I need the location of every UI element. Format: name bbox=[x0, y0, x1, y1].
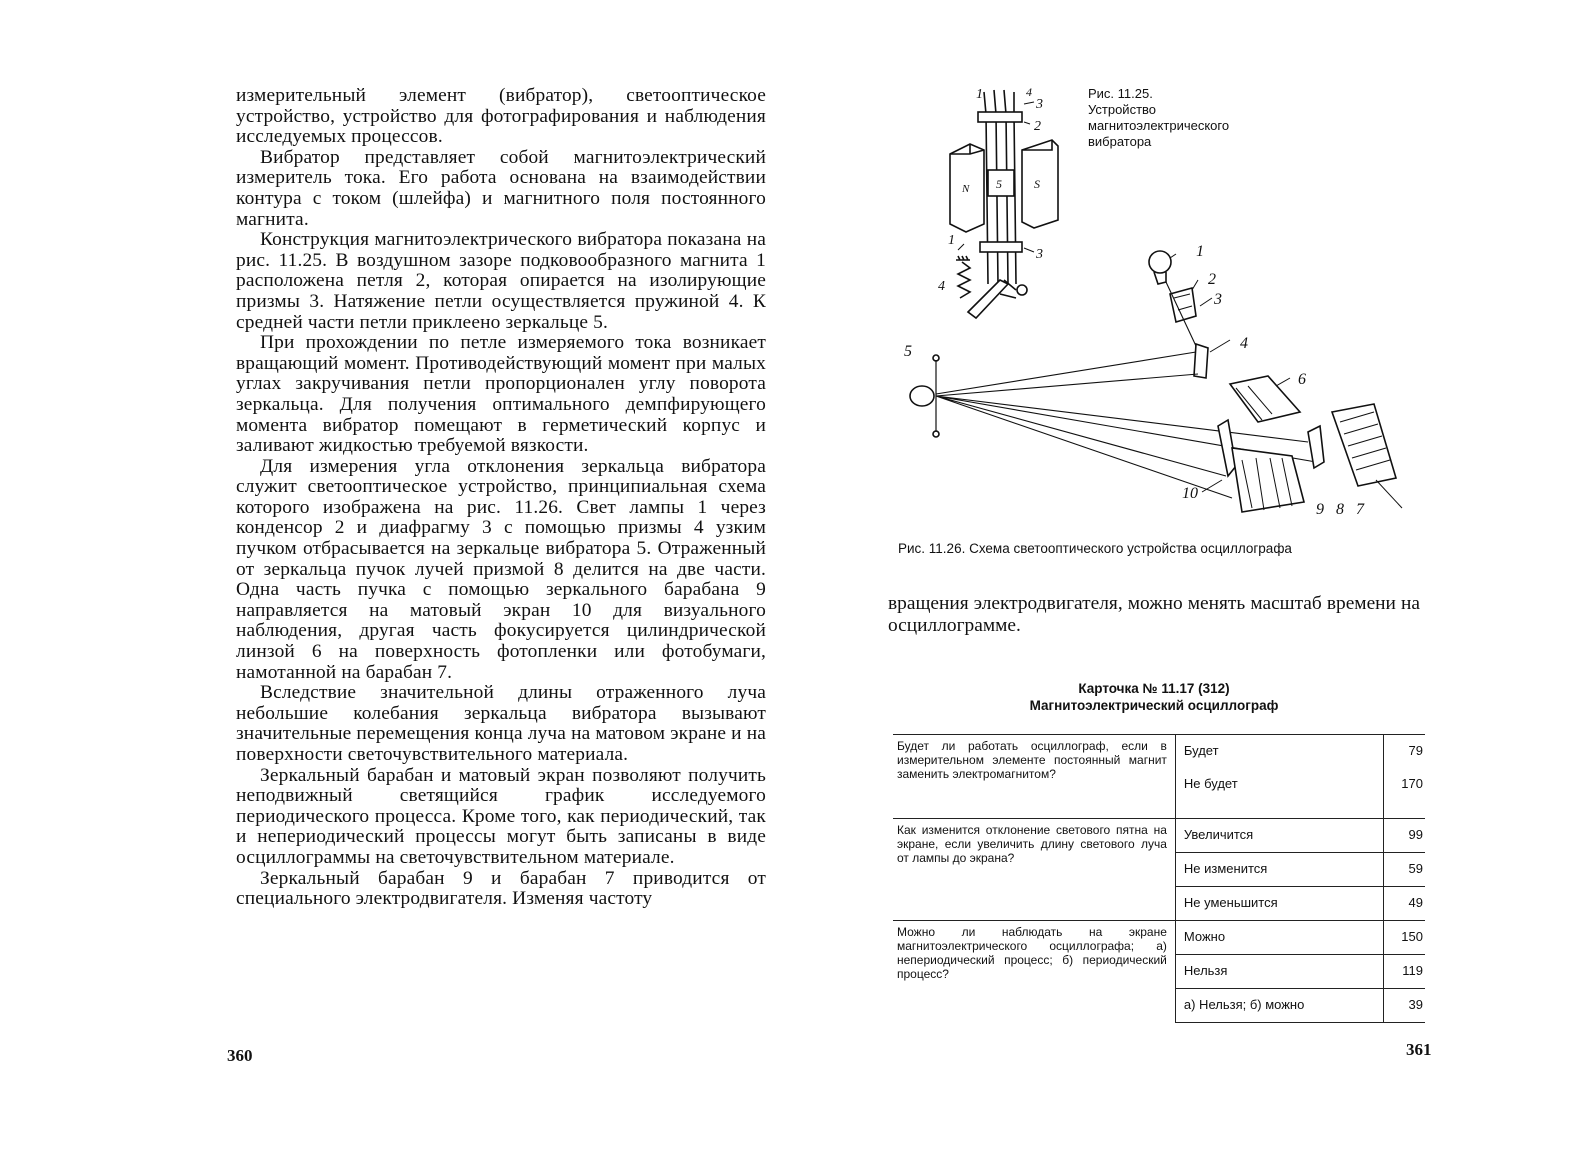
answer-cell[interactable]: Увеличится bbox=[1175, 819, 1383, 853]
label-10: 10 bbox=[1182, 485, 1198, 502]
label-5: 5 bbox=[904, 343, 912, 360]
table-row bbox=[893, 735, 1425, 769]
answer-code: 119 bbox=[1383, 955, 1425, 989]
figure-1126-caption: Рис. 11.26. Схема светооптического устройства осциллографа bbox=[898, 541, 1292, 556]
figure-1125-caption: Рис. 11.25. Устройство магнитоэлектрического вибратора bbox=[1088, 86, 1230, 149]
insulating-prism-top bbox=[978, 112, 1022, 122]
paragraph: вращения электродвигателя, можно менять масштаб времени на осциллограмме. bbox=[888, 593, 1420, 636]
label-8: 8 bbox=[1336, 501, 1344, 518]
answer-cell[interactable]: Не изменится bbox=[1175, 853, 1383, 887]
answer-cell[interactable]: Будет bbox=[1175, 735, 1383, 769]
paragraph: Вибратор представляет собой магнитоэлектрический измеритель тока. Его работа основана на взаимодействии контура с током (шлейфа) и магнитного поля постоянного магнита. bbox=[236, 146, 766, 230]
prism-4 bbox=[1194, 344, 1208, 378]
answer-cell[interactable]: Не будет bbox=[1175, 768, 1383, 819]
answer-code: 79 bbox=[1383, 735, 1425, 769]
lamp bbox=[1149, 251, 1171, 273]
label-2: 2 bbox=[1208, 271, 1216, 288]
question-card-table bbox=[893, 734, 1425, 1023]
paragraph: измерительный элемент (вибратор), светооптическое устройство, устройство для фотографирования и наблюдения исследуемых процессов. bbox=[236, 85, 766, 148]
label-2: 2 bbox=[1034, 119, 1041, 134]
card-subtitle: Магнитоэлектрический осциллограф bbox=[1029, 698, 1279, 713]
answer-code: 150 bbox=[1383, 921, 1425, 955]
label-3: 3 bbox=[1214, 291, 1222, 308]
cylindrical-lens bbox=[1230, 376, 1300, 422]
card-title: Карточка № 11.17 (312) bbox=[1078, 681, 1230, 696]
label-3b: 3 bbox=[1036, 247, 1043, 262]
label-1: 1 bbox=[1196, 243, 1204, 260]
paragraph: При прохождении по петле измеряемого тока возникает вращающий момент. Противодействующий момент при малых углах закручивания петли пропорционален углу поворота зеркальца. Для получения оптимального демпфирующего момента вибратор помещают в герметический корпус и заливают жидкостью требуемой вязкости. bbox=[236, 332, 766, 457]
label-6: 6 bbox=[1298, 371, 1306, 388]
answer-code: 99 bbox=[1383, 819, 1425, 853]
label-7: 7 bbox=[1356, 501, 1364, 518]
question-cell: Как изменится отклонение светового пятна на экране, если увеличить длину светового луча от лампы до экрана? bbox=[893, 819, 1175, 921]
condenser bbox=[1170, 288, 1196, 322]
label-4: 4 bbox=[1240, 335, 1248, 352]
continuation-text bbox=[888, 593, 1420, 637]
label-4b: 4 bbox=[938, 279, 945, 294]
label-4: 4 bbox=[1026, 85, 1032, 99]
answer-code: 59 bbox=[1383, 853, 1425, 887]
label-n: N bbox=[962, 183, 970, 195]
answer-code: 49 bbox=[1383, 887, 1425, 921]
film-drum bbox=[1332, 404, 1396, 486]
paragraph: Вследствие значительной длины отраженного луча небольшие колебания зеркальца вибратора вызывают значительные перемещения конца луча на матовом экране и на поверхности светочувствительного материала. bbox=[236, 682, 766, 765]
card-heading bbox=[888, 680, 1420, 714]
figure-optical-scheme bbox=[896, 236, 1426, 526]
label-1b: 1 bbox=[948, 233, 955, 248]
question-cell: Будет ли работать осциллограф, если в измерительном элементе постоянный магнит заменить электромагнитом? bbox=[893, 735, 1175, 819]
page-number-left: 360 bbox=[227, 1046, 253, 1065]
label-1: 1 bbox=[976, 87, 983, 102]
question-cell: Можно ли наблюдать на экране магнитоэлектрического осциллографа; а) непериодический процесс; б) периодический процесс? bbox=[893, 921, 1175, 1023]
label-5: 5 bbox=[996, 177, 1002, 191]
label-3: 3 bbox=[1036, 97, 1043, 112]
answer-code: 39 bbox=[1383, 989, 1425, 1023]
page-number-right: 361 bbox=[1406, 1040, 1432, 1059]
prism-8 bbox=[1308, 426, 1324, 468]
left-page-text bbox=[236, 86, 766, 910]
answer-code: 170 bbox=[1401, 776, 1423, 791]
paragraph: Зеркальный барабан и матовый экран позволяют получить неподвижный светящийся график исследуемого периодического процесса. Кроме того, как периодический, так и непериодический процессы могут быть записаны в виде осциллограммы на светочувствительном материале. bbox=[236, 764, 766, 868]
label-s: S bbox=[1034, 177, 1040, 191]
vibrator-mirror bbox=[910, 386, 934, 406]
answer-cell[interactable]: Можно bbox=[1175, 921, 1383, 955]
magnet-pole-s bbox=[1022, 140, 1058, 228]
answer-cell[interactable]: а) Нельзя; б) можно bbox=[1175, 989, 1383, 1023]
answer-cell[interactable]: Не уменьшится bbox=[1175, 887, 1383, 921]
paragraph: Конструкция магнитоэлектрического вибратора показана на рис. 11.25. В воздушном зазоре подковообразного магнита 1 расположена петля 2, которая опирается на изолирующие призмы 3. Натяжение петли осуществляется пружиной 4. К средней части петли приклеено зеркальце 5. bbox=[236, 229, 766, 333]
mirror-drum bbox=[1232, 448, 1304, 512]
paragraph: Зеркальный барабан 9 и барабан 7 приводится от специального электродвигателя. Изменяя частоту bbox=[236, 867, 766, 910]
label-9: 9 bbox=[1316, 501, 1324, 518]
table-row bbox=[893, 921, 1425, 955]
answer-cell[interactable]: Нельзя bbox=[1175, 955, 1383, 989]
paragraph: Для измерения угла отклонения зеркальца вибратора служит светооптическое устройство, принципиальная схема которого изображена на рис. 11.26. Свет лампы 1 через конденсор 2 и диафрагму 3 с помощью призмы 4 узким пучком отбрасывается на зеркальце вибратора 5. Отраженный от зеркальца пучок лучей призмой 8 делится на две части. Одна часть пучка с помощью зеркального барабана 9 направляется на матовый экран 10 для визуального наблюдения, другая часть фокусируется цилиндрической линзой 6 на поверхность фотопленки или фотобумаги, намотанной на барабан 7. bbox=[236, 455, 766, 683]
table-row bbox=[893, 819, 1425, 853]
